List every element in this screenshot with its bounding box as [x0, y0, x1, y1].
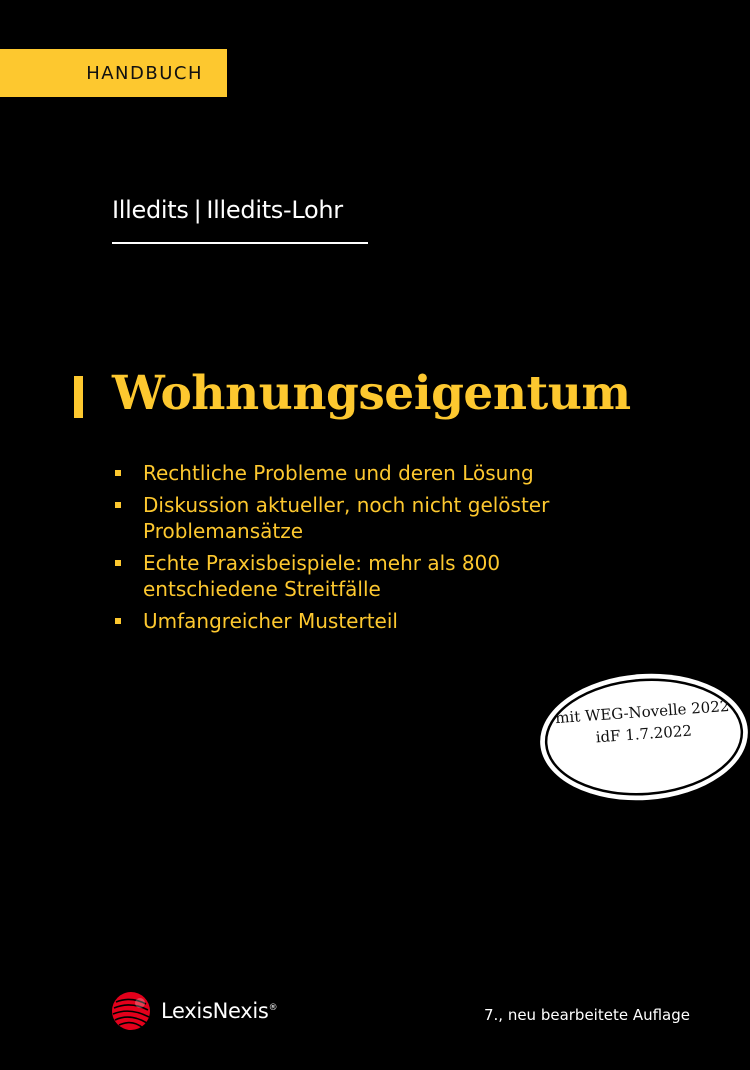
bullet-icon: [115, 502, 121, 508]
bullet-icon: [115, 560, 121, 566]
feature-text-continued: entschiedene Streitfälle: [143, 577, 381, 601]
feature-item: [112, 492, 632, 544]
publisher-logo: [110, 990, 277, 1032]
author-second: Illedits-Lohr: [206, 196, 343, 224]
feature-list: [112, 460, 632, 640]
series-label: HANDBUCH: [0, 49, 227, 97]
title-accent-bar: [74, 376, 83, 418]
feature-text: Umfangreicher Musterteil: [143, 609, 398, 633]
edition-sticker: [533, 664, 750, 811]
author-first: Illedits: [112, 196, 189, 224]
feature-text: Echte Praxisbeispiele: mehr als 800: [143, 551, 501, 575]
bullet-icon: [115, 470, 121, 476]
feature-text: Diskussion aktueller, noch nicht gelöster: [143, 493, 550, 517]
feature-text-continued: Problemansätze: [143, 519, 304, 543]
author-underline: [112, 242, 368, 244]
publisher-name: LexisNexis®: [161, 999, 278, 1023]
book-title: Wohnungseigentum: [112, 366, 631, 421]
sticker-line-1: mit WEG-Novelle 2022: [554, 696, 730, 728]
author-separator: |: [193, 196, 202, 224]
feature-item: [112, 608, 632, 634]
edition-label: 7., neu bearbeitete Auflage: [483, 1006, 690, 1024]
bullet-icon: [115, 618, 121, 624]
lexisnexis-sphere-logo-icon: [110, 990, 152, 1032]
sticker-line-2: idF 1.7.2022: [595, 721, 693, 747]
authors-line: [112, 196, 343, 224]
feature-item: [112, 460, 632, 486]
feature-item: [112, 550, 632, 602]
feature-text: Rechtliche Probleme und deren Lösung: [143, 461, 534, 485]
